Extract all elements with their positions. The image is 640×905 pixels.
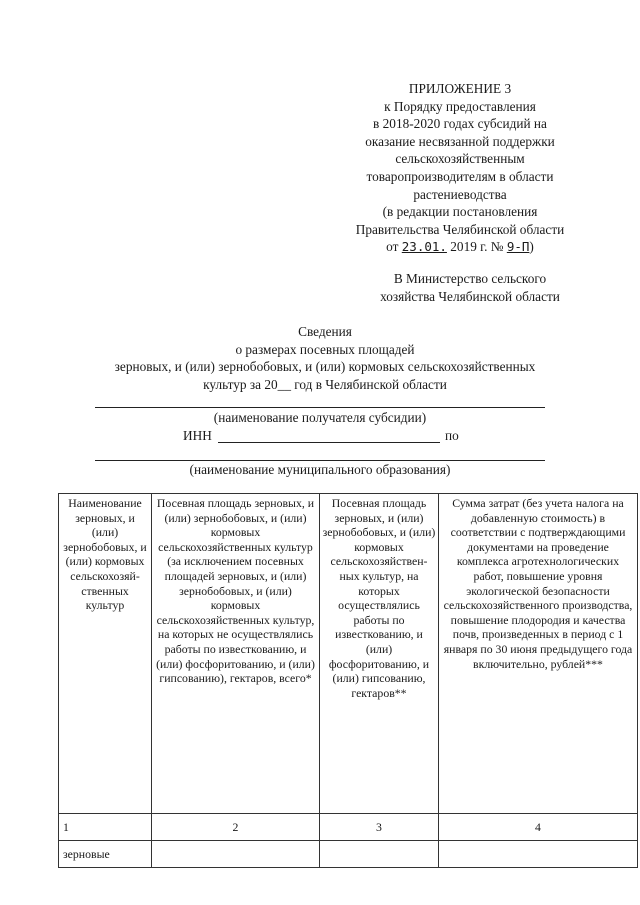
resolution-number: 9-П	[506, 239, 530, 255]
appendix-date-line	[328, 238, 592, 256]
heading-line-3: культур за 20__ год в Челябинской области	[203, 376, 447, 392]
year-number-label: 2019 г. №	[450, 239, 504, 255]
document-heading	[60, 323, 590, 393]
inn-label: ИНН	[183, 428, 212, 443]
date-value: 23.01.	[401, 239, 447, 255]
table-row	[59, 841, 638, 868]
header-total-area: Посевная площадь зерновых, и (или) зернобобовых, и (или) кормовых сельскохозяйственных культур (за исключением посевных площадей зерновых, и (или) зернобобовых, и (или) кормовых сельскохозяйственных культур, на которых не осуществлялись работы по известкованию, и (или) фосфоритованию, и (или) гипсованию), гектаров, всего*	[152, 494, 320, 814]
header-treated-area: Посевная площадь зерновых, и (или) зернобобовых, и (или) кормовых сельскохозяйствен-ных культур, на которых осуществлялись работы по известкованию, и (или) фосфоритованию, и (или) гипсованию, гектаров**	[320, 494, 439, 814]
appendix-line: товаропроизводителям в области	[366, 168, 554, 184]
date-prefix: от	[386, 239, 399, 255]
appendix-line: оказание несвязанной поддержки	[365, 133, 555, 149]
recipient-caption: (наименование получателя субсидии)	[213, 410, 427, 425]
appendix-block	[328, 80, 592, 256]
inn-field[interactable]	[218, 442, 440, 443]
total-area-cell[interactable]	[152, 841, 320, 868]
appendix-title: ПРИЛОЖЕНИЕ 3	[408, 81, 512, 96]
heading-line-1: о размерах посевных площадей	[235, 341, 415, 357]
column-number: 1	[59, 814, 152, 841]
header-crop-name: Наименование зерновых, и (или) зернобобовых, и (или) кормовых сельскохозяй-ственных культур	[59, 494, 152, 814]
municipality-field[interactable]	[95, 460, 545, 461]
sowing-area-table	[58, 493, 638, 868]
header-costs: Сумма затрат (без учета налога на добавленную стоимость) в соответствии с подтверждающими документами на проведение комплекса агротехнологических работ, повышение уровня экологической безопасности сельскохозяйственного производства, повышение плодородия и качества почв, произведенных в период с 1 января по 30 июня предыдущего года включительно, рублей***	[439, 494, 638, 814]
column-number-row	[59, 814, 638, 841]
column-number: 3	[320, 814, 439, 841]
table-header-row	[59, 494, 638, 814]
appendix-line: (в редакции постановления	[382, 204, 538, 220]
column-number: 4	[439, 814, 638, 841]
recipient-line-1: В Министерство сельского	[393, 271, 547, 286]
appendix-line: Правительства Челябинской области	[355, 221, 565, 237]
appendix-line: растениеводства	[413, 186, 507, 202]
costs-cell[interactable]	[439, 841, 638, 868]
heading-line-2: зерновых, и (или) зернобобовых, и (или) кормовых сельскохозяйственных	[114, 359, 536, 375]
treated-area-cell[interactable]	[320, 841, 439, 868]
appendix-line: к Порядку предоставления	[384, 98, 536, 114]
appendix-line: сельскохозяйственным	[395, 151, 525, 167]
municipality-caption: (наименование муниципального образования)	[189, 462, 451, 477]
appendix-line: в 2018-2020 годах субсидий на	[373, 116, 547, 132]
crop-name-cell: зерновые	[59, 841, 152, 868]
heading-title: Сведения	[298, 324, 352, 339]
recipient-block	[340, 270, 600, 305]
recipient-name-field[interactable]	[95, 407, 545, 408]
recipient-line-2: хозяйства Челябинской области	[380, 288, 560, 304]
inn-suffix: по	[445, 428, 459, 443]
column-number: 2	[152, 814, 320, 841]
close-paren: )	[529, 239, 534, 255]
